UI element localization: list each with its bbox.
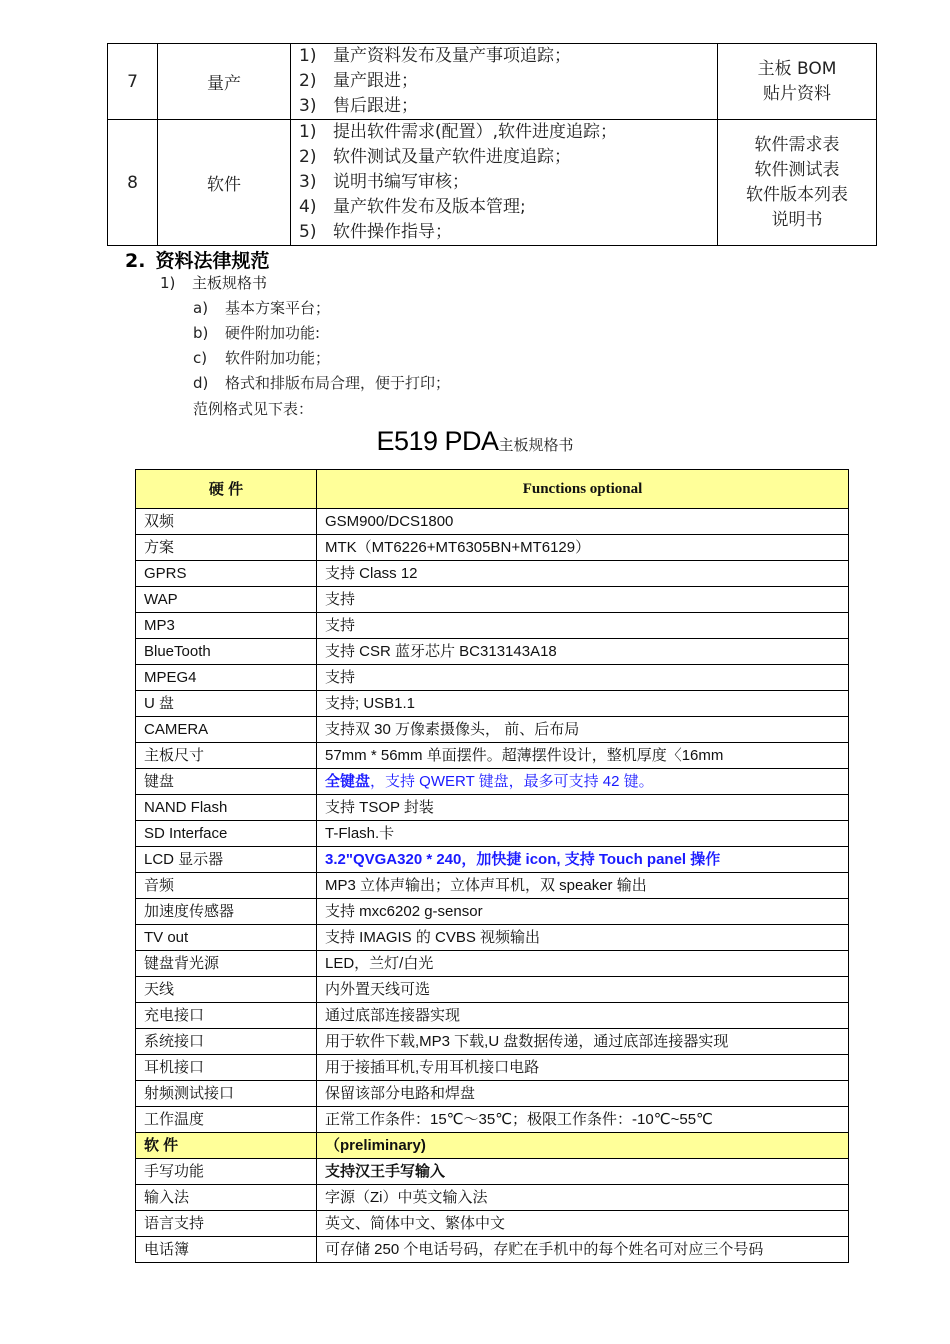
spec-value: MTK（MT6226+MT6305BN+MT6129）	[317, 535, 849, 561]
spec-key: GPRS	[136, 561, 317, 587]
table-row	[136, 1237, 849, 1263]
table-row	[136, 925, 849, 951]
spec-value: 支持; USB1.1	[317, 691, 849, 717]
spec-value: LED，兰灯/白光	[317, 951, 849, 977]
table-row	[136, 1003, 849, 1029]
spec-value: 支持 TSOP 封装	[317, 795, 849, 821]
sub-list-item: b) 硬件附加功能:	[193, 324, 321, 342]
spec-key: U 盘	[136, 691, 317, 717]
spec-table-header	[136, 470, 849, 509]
sub-list-item: a) 基本方案平台；	[193, 299, 331, 317]
spec-key: SD Interface	[136, 821, 317, 847]
spec-title-sub: 主板规格书	[498, 436, 574, 454]
spec-key: 工作温度	[136, 1107, 317, 1133]
spec-value: T-Flash.卡	[317, 821, 849, 847]
spec-value: 支持 IMAGIS 的 CVBS 视频输出	[317, 925, 849, 951]
table-row	[136, 847, 849, 873]
spec-title	[0, 426, 950, 457]
spec-key: 加速度传感器	[136, 899, 317, 925]
spec-value: GSM900/DCS1800	[317, 509, 849, 535]
spec-key: 电话簿	[136, 1237, 317, 1263]
list-item: 1) 提出软件需求(配置）,软件进度追踪；	[299, 122, 618, 142]
spec-value: 支持 Class 12	[317, 561, 849, 587]
list-item: 3) 售后跟进；	[299, 96, 418, 116]
table-row	[136, 1081, 849, 1107]
table-row	[136, 795, 849, 821]
list-item: 2) 软件测试及量产软件进度追踪；	[299, 147, 571, 167]
document-name: 主板 BOM	[757, 58, 837, 79]
spec-key: WAP	[136, 587, 317, 613]
table-row	[136, 1055, 849, 1081]
document-name: 说明书	[771, 209, 823, 230]
table-row	[136, 769, 849, 795]
spec-value: 可存储 250 个电话号码，存贮在手机中的每个姓名可对应三个号码	[317, 1237, 849, 1263]
document-name: 软件版本列表	[746, 184, 848, 205]
spec-value: 57mm * 56mm 单面摆件。超薄摆件设计，整机厚度〈16mm	[317, 743, 849, 769]
spec-key: MP3	[136, 613, 317, 639]
table-row	[136, 509, 849, 535]
header-hardware: 硬 件	[136, 470, 317, 509]
spec-value: 全键盘，支持 QWERT 键盘，最多可支持 42 键。	[317, 769, 849, 795]
spec-value: 支持	[317, 665, 849, 691]
spec-key: MPEG4	[136, 665, 317, 691]
spec-value: 支持 mxc6202 g-sensor	[317, 899, 849, 925]
table-row	[136, 821, 849, 847]
table-row	[136, 899, 849, 925]
list-item: 2) 量产跟进；	[299, 71, 418, 91]
spec-title-main: E519 PDA	[376, 426, 499, 456]
spec-value: 保留该部分电路和焊盘	[317, 1081, 849, 1107]
table-row	[136, 613, 849, 639]
table-row	[136, 1211, 849, 1237]
header-software: 软 件	[136, 1133, 317, 1159]
table-row	[136, 1029, 849, 1055]
spec-value: 支持 CSR 蓝牙芯片 BC313143A18	[317, 639, 849, 665]
spec-value: 通过底部连接器实现	[317, 1003, 849, 1029]
list-item: 3) 说明书编写审核；	[299, 172, 469, 192]
row-tasks	[291, 120, 718, 246]
spec-value: 用于接插耳机,专用耳机接口电路	[317, 1055, 849, 1081]
row-documents	[718, 120, 877, 246]
header-preliminary: （preliminary)	[317, 1133, 849, 1159]
section-title: 资料法律规范	[155, 250, 270, 272]
spec-key: 键盘	[136, 769, 317, 795]
row-tasks	[291, 44, 718, 120]
document-name: 软件测试表	[754, 159, 840, 180]
table-row	[136, 977, 849, 1003]
table-row	[136, 691, 849, 717]
spec-value: 支持	[317, 613, 849, 639]
spec-key: 键盘背光源	[136, 951, 317, 977]
spec-key: 天线	[136, 977, 317, 1003]
spec-key: 耳机接口	[136, 1055, 317, 1081]
section-heading	[125, 246, 269, 273]
table-row	[136, 951, 849, 977]
spec-value: 3.2"QVGA320 * 240，加快捷 icon, 支持 Touch panel 操作	[317, 847, 849, 873]
document-name: 软件需求表	[754, 134, 840, 155]
list-item: 5) 软件操作指导；	[299, 222, 452, 242]
table-row	[136, 535, 849, 561]
header-functions: Functions optional	[317, 470, 849, 509]
document-name: 贴片资料	[763, 83, 831, 104]
spec-key: LCD 显示器	[136, 847, 317, 873]
table-row	[136, 1107, 849, 1133]
table-row	[136, 1159, 849, 1185]
table-row	[136, 743, 849, 769]
example-note: 范例格式见下表：	[193, 400, 314, 418]
row-name: 量产	[158, 44, 291, 120]
row-name: 软件	[158, 120, 291, 246]
spec-value: 内外置天线可选	[317, 977, 849, 1003]
sub-list-item: d) 格式和排版布局合理，便于打印；	[193, 374, 451, 392]
spec-key: CAMERA	[136, 717, 317, 743]
table-row	[136, 587, 849, 613]
process-row	[108, 44, 877, 120]
spec-value: 支持汉王手写输入	[317, 1159, 849, 1185]
row-documents	[718, 44, 877, 120]
table-row	[136, 639, 849, 665]
spec-key: 手写功能	[136, 1159, 317, 1185]
software-section-header	[136, 1133, 849, 1159]
process-table	[107, 43, 877, 246]
task-list	[299, 120, 717, 245]
table-row	[136, 717, 849, 743]
spec-key: NAND Flash	[136, 795, 317, 821]
table-row	[136, 873, 849, 899]
list-item-spec-doc: 1) 主板规格书	[160, 274, 268, 292]
spec-key: 充电接口	[136, 1003, 317, 1029]
spec-key: 系统接口	[136, 1029, 317, 1055]
spec-key: TV out	[136, 925, 317, 951]
sub-list-item: c) 软件附加功能；	[193, 349, 331, 367]
list-item: 4) 量产软件发布及版本管理;	[299, 197, 526, 217]
row-number: 8	[108, 120, 158, 246]
spec-table	[135, 469, 849, 1263]
table-row	[136, 1185, 849, 1211]
spec-value: 正常工作条件：15℃～35℃；极限工作条件：-10℃~55℃	[317, 1107, 849, 1133]
spec-key: 双频	[136, 509, 317, 535]
table-row	[136, 561, 849, 587]
spec-value: 支持	[317, 587, 849, 613]
spec-key: 射频测试接口	[136, 1081, 317, 1107]
spec-value: 字源（Zi）中英文输入法	[317, 1185, 849, 1211]
spec-value: 英文、简体中文、繁体中文	[317, 1211, 849, 1237]
table-row	[136, 665, 849, 691]
row-number: 7	[108, 44, 158, 120]
spec-value: 用于软件下载,MP3 下载,U 盘数据传递，通过底部连接器实现	[317, 1029, 849, 1055]
spec-value: 支持双 30 万像素摄像头， 前、后布局	[317, 717, 849, 743]
spec-key: 主板尺寸	[136, 743, 317, 769]
spec-key: 方案	[136, 535, 317, 561]
spec-key: BlueTooth	[136, 639, 317, 665]
list-item: 1) 量产资料发布及量产事项追踪；	[299, 46, 571, 66]
spec-key: 语言支持	[136, 1211, 317, 1237]
spec-key: 音频	[136, 873, 317, 899]
task-list	[299, 44, 717, 119]
section-number: 2.	[125, 250, 146, 272]
spec-value: MP3 立体声输出；立体声耳机，双 speaker 输出	[317, 873, 849, 899]
process-row	[108, 120, 877, 246]
spec-key: 输入法	[136, 1185, 317, 1211]
